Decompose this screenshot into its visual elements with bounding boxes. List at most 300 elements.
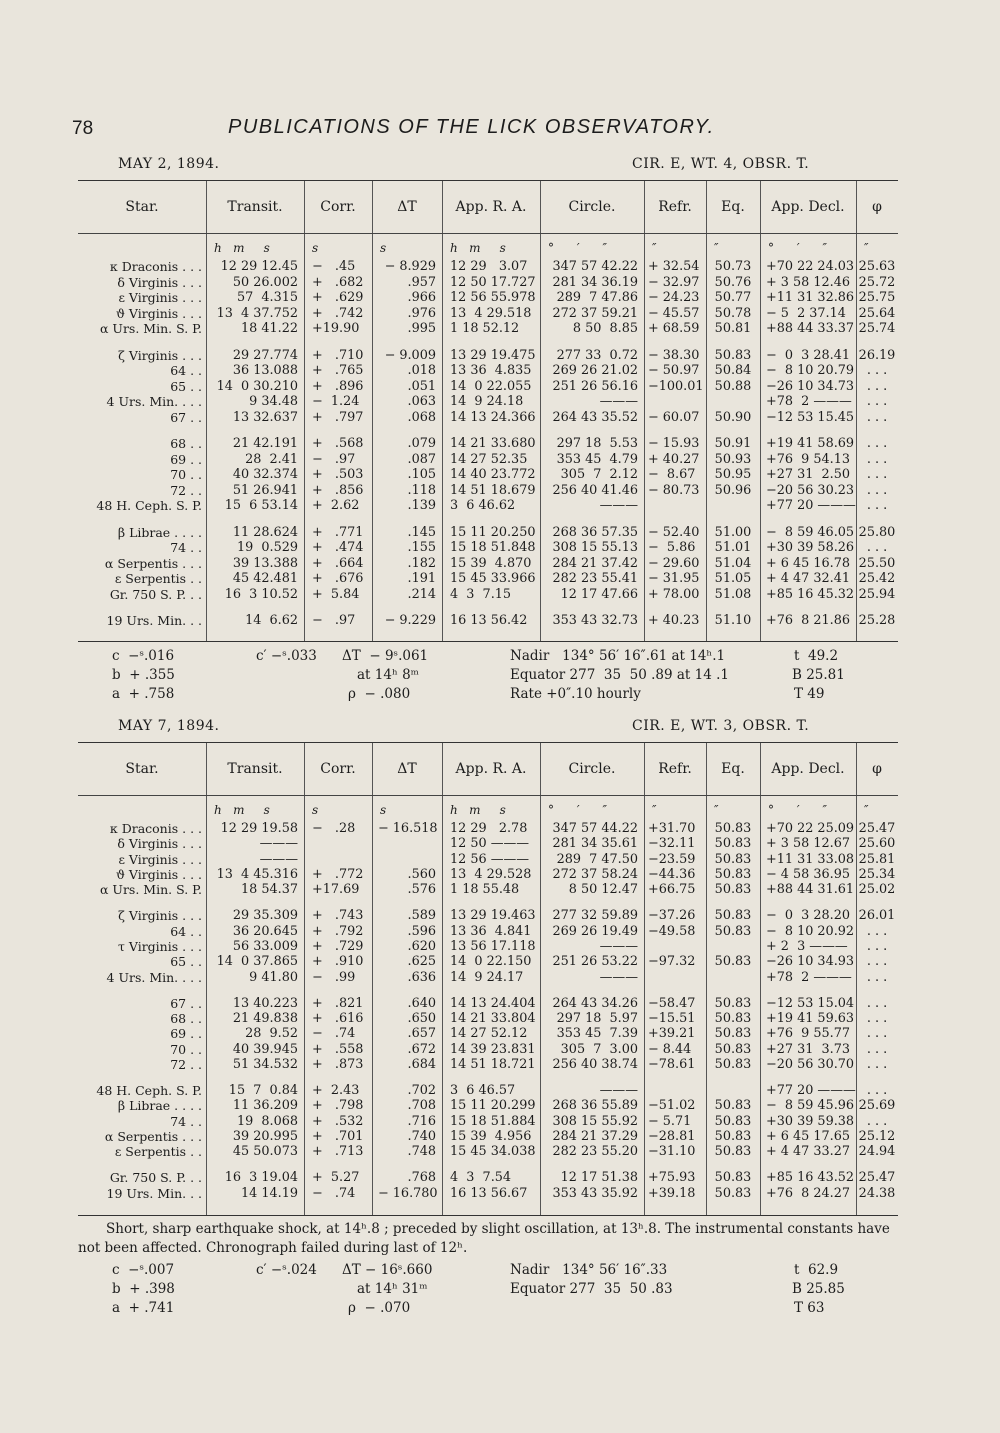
- cell-ra: 15 11 20.299: [450, 1098, 536, 1114]
- column-header-decl: App. Decl.: [771, 199, 845, 215]
- column-header-phi: φ: [872, 199, 882, 215]
- cell-refr: +31.70: [648, 821, 696, 836]
- section1-date: MAY 2, 1894.: [118, 156, 220, 172]
- cell-phi: . . .: [866, 954, 888, 970]
- constant-nadir: Nadir 134° 56′ 16″.61 at 14ʰ.1: [510, 648, 726, 664]
- cell-circle: 268 36 55.89: [552, 1098, 638, 1114]
- cell-corr: + .772: [312, 866, 364, 882]
- cell-eq: 50.76: [714, 274, 752, 290]
- constant-a: a + .741: [112, 1300, 175, 1316]
- cell-circle: 353 45 4.79: [556, 451, 638, 467]
- cell-dt: .636: [407, 969, 436, 985]
- cell-eq: 50.83: [714, 908, 752, 924]
- cell-ra: 14 13 24.366: [450, 409, 536, 425]
- column-header-circle: Circle.: [568, 761, 616, 777]
- cell-decl: −12 53 15.45: [766, 409, 855, 425]
- cell-transit: 51 34.532: [232, 1056, 298, 1072]
- cell-circle: 269 26 19.49: [552, 923, 638, 939]
- cell-refr: − 8.67: [648, 467, 696, 483]
- cell-decl: +76 9 54.13: [766, 451, 850, 467]
- cell-star: 19 Urs. Min. . .: [106, 1185, 202, 1201]
- cell-star: κ Draconis . . .: [109, 821, 202, 836]
- cell-dt: .145: [407, 524, 436, 540]
- cell-circle: 277 33 0.72: [556, 347, 638, 363]
- cell-circle: 251 26 53.22: [552, 954, 638, 970]
- cell-corr: − .28: [312, 821, 356, 836]
- cell-phi: 25.81: [858, 851, 896, 867]
- cell-refr: −58.47: [648, 995, 696, 1011]
- cell-dt: .708: [407, 1098, 436, 1114]
- constant-rho: ρ − .070: [348, 1300, 411, 1316]
- cell-eq: 50.83: [714, 851, 752, 867]
- cell-eq: 50.83: [714, 836, 752, 852]
- cell-decl: +70 22 25.09: [766, 821, 855, 836]
- cell-circle: 12 17 51.38: [560, 1170, 638, 1186]
- cell-phi: 26.01: [858, 908, 896, 924]
- cell-ra: 12 50 17.727: [450, 274, 536, 290]
- cell-phi: 25.60: [858, 836, 896, 852]
- cell-star: 68 . .: [170, 1010, 202, 1026]
- column-rule: [540, 181, 541, 641]
- cell-decl: +78 2 ———: [766, 394, 852, 410]
- unit-label-dt: s: [380, 241, 387, 255]
- cell-circle: ———: [599, 394, 638, 410]
- cell-eq: 50.83: [714, 1128, 752, 1144]
- cell-transit: 13 4 37.752: [216, 305, 298, 321]
- cell-star: 68 . .: [170, 436, 202, 451]
- constant-cprime: c′ −ˢ.024: [256, 1262, 317, 1278]
- cell-dt: .214: [407, 586, 436, 602]
- constant-cprime: c′ −ˢ.033: [256, 648, 317, 664]
- cell-refr: +39.21: [648, 1026, 696, 1042]
- unit-label-ra: h m s: [450, 241, 506, 255]
- cell-decl: +76 8 24.27: [766, 1185, 850, 1201]
- cell-corr: − .74: [312, 1185, 356, 1201]
- cell-corr: + 2.43: [312, 1082, 360, 1098]
- cell-transit: 9 41.80: [249, 969, 298, 985]
- cell-transit: 14 0 37.865: [216, 954, 298, 970]
- cell-eq: 50.81: [714, 321, 752, 337]
- cell-refr: −51.02: [648, 1098, 696, 1114]
- cell-eq: 51.10: [714, 613, 752, 628]
- constant-dt1: ΔT − 16ˢ.660: [342, 1262, 433, 1278]
- cell-eq: 50.83: [714, 1113, 752, 1129]
- cell-decl: − 0 3 28.41: [766, 347, 850, 363]
- table-header: [78, 743, 898, 796]
- constant-a: a + .758: [112, 686, 175, 702]
- column-rule: [304, 743, 305, 1215]
- constant-b: b + .355: [112, 667, 175, 683]
- cell-star: τ Virginis . . .: [118, 938, 202, 954]
- cell-transit: 18 41.22: [241, 321, 298, 337]
- column-rule: [540, 743, 541, 1215]
- cell-decl: +19 41 59.63: [766, 1010, 855, 1026]
- cell-dt: .596: [407, 923, 436, 939]
- cell-corr: + .629: [312, 290, 364, 306]
- cell-refr: −97.32: [648, 954, 696, 970]
- cell-corr: +19.90: [312, 321, 360, 337]
- cell-phi: 25.34: [858, 866, 896, 882]
- cell-corr: + 5.27: [312, 1170, 360, 1186]
- constant-rate: Rate +0″.10 hourly: [510, 686, 641, 702]
- cell-phi: . . .: [866, 938, 888, 954]
- cell-dt: .576: [407, 882, 436, 898]
- cell-transit: 36 13.088: [232, 363, 298, 379]
- cell-circle: 284 21 37.42: [552, 555, 638, 571]
- cell-dt: .139: [407, 498, 436, 514]
- cell-corr: + .558: [312, 1041, 364, 1057]
- cell-corr: − .74: [312, 1026, 356, 1042]
- cell-dt: .191: [407, 571, 436, 587]
- cell-circle: ———: [599, 969, 638, 985]
- constant-nadir: Nadir 134° 56′ 16″.33: [510, 1262, 668, 1278]
- cell-corr: +17.69: [312, 882, 360, 898]
- cell-transit: 13 32.637: [232, 409, 298, 425]
- cell-dt: .560: [407, 866, 436, 882]
- cell-ra: 14 51 18.679: [450, 482, 536, 498]
- cell-ra: 13 4 29.528: [450, 866, 532, 882]
- cell-transit: 12 29 19.58: [220, 821, 298, 836]
- cell-transit: 19 8.068: [236, 1113, 298, 1129]
- cell-circle: 269 26 21.02: [552, 363, 638, 379]
- column-header-corr: Corr.: [320, 199, 356, 215]
- cell-star: 74 . .: [170, 540, 202, 556]
- cell-eq: 50.83: [714, 821, 752, 836]
- cell-phi: . . .: [866, 482, 888, 498]
- unit-label-eq: ″: [714, 803, 719, 817]
- cell-ra: 14 9 24.17: [450, 969, 524, 985]
- page-number: 78: [72, 118, 94, 139]
- cell-circle: 353 45 7.39: [556, 1026, 638, 1042]
- cell-decl: −20 56 30.70: [766, 1056, 855, 1072]
- cell-star: 74 . .: [170, 1113, 202, 1129]
- cell-ra: 3 6 46.62: [450, 498, 516, 514]
- cell-phi: . . .: [866, 378, 888, 394]
- cell-dt: .068: [407, 409, 436, 425]
- unit-label-refr: ″: [652, 241, 657, 255]
- cell-ra: 13 29 19.475: [450, 347, 536, 363]
- cell-ra: 14 9 24.18: [450, 394, 524, 410]
- cell-circle: 256 40 38.74: [552, 1056, 638, 1072]
- constant-rho: ρ − .080: [348, 686, 411, 702]
- cell-corr: + .676: [312, 571, 364, 587]
- cell-circle: 308 15 55.92: [552, 1113, 638, 1129]
- section2-date: MAY 7, 1894.: [118, 718, 220, 734]
- unit-label-dt: s: [380, 803, 387, 817]
- cell-corr: + .873: [312, 1056, 364, 1072]
- cell-refr: − 24.23: [648, 290, 700, 306]
- cell-ra: 13 36 4.835: [450, 363, 532, 379]
- column-rule: [206, 743, 207, 1215]
- cell-dt: .051: [407, 378, 436, 394]
- cell-phi: 25.74: [858, 321, 896, 337]
- cell-phi: . . .: [866, 394, 888, 410]
- cell-corr: + .856: [312, 482, 364, 498]
- cell-eq: 50.77: [714, 290, 752, 306]
- cell-refr: −37.26: [648, 908, 696, 924]
- cell-star: 70 . .: [170, 1041, 202, 1057]
- unit-label-phi: ″: [864, 803, 869, 817]
- cell-dt: .087: [407, 451, 436, 467]
- cell-circle: 353 43 32.73: [552, 613, 638, 628]
- cell-eq: 50.96: [714, 482, 752, 498]
- cell-ra: 1 18 55.48: [450, 882, 520, 898]
- cell-corr: + .797: [312, 409, 364, 425]
- column-header-decl: App. Decl.: [771, 761, 845, 777]
- cell-eq: 50.84: [714, 363, 752, 379]
- cell-phi: . . .: [866, 540, 888, 556]
- cell-eq: 50.83: [714, 347, 752, 363]
- cell-star: Gr. 750 S. P. . .: [109, 586, 202, 602]
- cell-dt: .640: [407, 995, 436, 1011]
- cell-corr: + .821: [312, 995, 364, 1011]
- cell-phi: . . .: [866, 969, 888, 985]
- cell-refr: − 38.30: [648, 347, 700, 363]
- cell-eq: 50.83: [714, 866, 752, 882]
- cell-ra: 14 39 23.831: [450, 1041, 536, 1057]
- cell-star: 64 . .: [170, 923, 202, 939]
- cell-decl: − 8 10 20.79: [766, 363, 855, 379]
- constant-t: t 62.9: [794, 1262, 839, 1278]
- cell-refr: −44.36: [648, 866, 696, 882]
- cell-star: 70 . .: [170, 467, 202, 483]
- cell-eq: 50.73: [714, 259, 752, 274]
- constant-T: T 63: [794, 1300, 825, 1316]
- cell-refr: −32.11: [648, 836, 696, 852]
- cell-decl: +85 16 43.52: [766, 1170, 855, 1186]
- cell-star: 69 . .: [170, 451, 202, 467]
- cell-corr: + .532: [312, 1113, 364, 1129]
- cell-transit: 14 0 30.210: [216, 378, 298, 394]
- cell-transit: 13 4 45.316: [216, 866, 298, 882]
- cell-transit: 39 13.388: [232, 555, 298, 571]
- cell-refr: + 78.00: [648, 586, 700, 602]
- cell-phi: . . .: [866, 409, 888, 425]
- cell-dt: .684: [407, 1056, 436, 1072]
- column-header-transit: Transit.: [227, 199, 283, 215]
- constant-c: c −ˢ.007: [112, 1262, 175, 1278]
- cell-star: 65 . .: [170, 378, 202, 394]
- cell-dt: .716: [407, 1113, 436, 1129]
- cell-circle: 347 57 42.22: [552, 259, 638, 274]
- column-header-refr: Refr.: [658, 761, 692, 777]
- cell-corr: + .682: [312, 274, 364, 290]
- cell-star: 4 Urs. Min. . . .: [106, 394, 202, 410]
- cell-decl: + 4 47 32.41: [766, 571, 850, 587]
- cell-corr: + .701: [312, 1128, 364, 1144]
- cell-circle: 268 36 57.35: [552, 524, 638, 540]
- cell-transit: 12 29 12.45: [220, 259, 298, 274]
- cell-circle: 256 40 41.46: [552, 482, 638, 498]
- cell-transit: 40 39.945: [232, 1041, 298, 1057]
- cell-star: κ Draconis . . .: [109, 259, 202, 274]
- cell-star: 48 H. Ceph. S. P.: [96, 498, 202, 514]
- cell-ra: 14 13 24.404: [450, 995, 536, 1011]
- unit-label-transit: h m s: [214, 241, 270, 255]
- cell-corr: + 5.84: [312, 586, 360, 602]
- unit-label-refr: ″: [652, 803, 657, 817]
- cell-corr: + .798: [312, 1098, 364, 1114]
- cell-eq: 50.88: [714, 378, 752, 394]
- cell-corr: + .742: [312, 305, 364, 321]
- cell-phi: 26.19: [858, 347, 896, 363]
- cell-phi: 25.42: [858, 571, 896, 587]
- cell-phi: 24.94: [858, 1144, 896, 1160]
- cell-phi: . . .: [866, 995, 888, 1011]
- cell-decl: +76 8 21.86: [766, 613, 850, 628]
- cell-refr: − 29.60: [648, 555, 700, 571]
- cell-transit: 14 6.62: [245, 613, 298, 628]
- cell-ra: 14 27 52.12: [450, 1026, 528, 1042]
- cell-eq: 51.04: [714, 555, 752, 571]
- cell-transit: 15 6 53.14: [224, 498, 298, 514]
- cell-eq: 50.95: [714, 467, 752, 483]
- cell-ra: 15 39 4.956: [450, 1128, 532, 1144]
- cell-corr: − .97: [312, 613, 356, 628]
- cell-transit: 39 20.995: [232, 1128, 298, 1144]
- cell-ra: 12 29 2.78: [450, 821, 528, 836]
- cell-transit: 15 7 0.84: [228, 1082, 298, 1098]
- cell-star: ε Virginis . . .: [118, 290, 202, 306]
- cell-phi: 25.72: [858, 274, 896, 290]
- cell-dt: .018: [407, 363, 436, 379]
- constant-equator: Equator 277 35 50 .83: [510, 1281, 673, 1297]
- cell-decl: − 0 3 28.20: [766, 908, 850, 924]
- cell-star: ε Serpentis . .: [114, 1144, 202, 1160]
- cell-transit: 11 36.209: [232, 1098, 298, 1114]
- cell-corr: + .503: [312, 467, 364, 483]
- cell-refr: − 60.07: [648, 409, 700, 425]
- column-header-dt: ΔT: [397, 761, 417, 777]
- cell-ra: 15 18 51.848: [450, 540, 536, 556]
- section2-config: CIR. E, WT. 3, OBSR. T.: [632, 718, 810, 734]
- observation-table-may-2: [78, 180, 898, 642]
- cell-phi: . . .: [866, 1113, 888, 1129]
- cell-dt: .079: [407, 436, 436, 451]
- cell-dt: .748: [407, 1144, 436, 1160]
- cell-eq: 50.83: [714, 1026, 752, 1042]
- cell-ra: 1 18 52.12: [450, 321, 520, 337]
- cell-circle: 251 26 56.16: [552, 378, 638, 394]
- column-header-refr: Refr.: [658, 199, 692, 215]
- cell-ra: 14 40 23.772: [450, 467, 536, 483]
- column-rule: [760, 743, 761, 1215]
- cell-decl: + 2 3 ———: [766, 938, 848, 954]
- cell-phi: . . .: [866, 1010, 888, 1026]
- cell-phi: 25.47: [858, 821, 896, 836]
- cell-dt: .657: [407, 1026, 436, 1042]
- cell-eq: 50.83: [714, 1010, 752, 1026]
- cell-transit: 45 42.481: [232, 571, 298, 587]
- cell-corr: + .474: [312, 540, 364, 556]
- cell-star: ϑ Virginis . . .: [116, 866, 202, 882]
- cell-circle: 282 23 55.20: [552, 1144, 638, 1160]
- cell-ra: 12 56 ———: [450, 851, 530, 867]
- cell-ra: 3 6 46.57: [450, 1082, 516, 1098]
- cell-corr: + .664: [312, 555, 364, 571]
- cell-ra: 13 4 29.518: [450, 305, 532, 321]
- cell-corr: + 2.62: [312, 498, 360, 514]
- cell-star: 67 . .: [170, 995, 202, 1011]
- cell-refr: −49.58: [648, 923, 696, 939]
- cell-dt: .625: [407, 954, 436, 970]
- cell-ra: 13 36 4.841: [450, 923, 532, 939]
- column-rule: [644, 743, 645, 1215]
- cell-eq: 50.90: [714, 409, 752, 425]
- cell-refr: − 45.57: [648, 305, 700, 321]
- cell-transit: 28 9.52: [245, 1026, 298, 1042]
- cell-star: 67 . .: [170, 409, 202, 425]
- unit-label-corr: s: [312, 241, 319, 255]
- cell-decl: − 8 59 45.96: [766, 1098, 855, 1114]
- cell-dt: .155: [407, 540, 436, 556]
- cell-decl: +85 16 45.32: [766, 586, 855, 602]
- cell-corr: + .713: [312, 1144, 364, 1160]
- cell-transit: 11 28.624: [232, 524, 298, 540]
- cell-star: 72 . .: [170, 482, 202, 498]
- cell-phi: 25.64: [858, 305, 896, 321]
- cell-star: 19 Urs. Min. . .: [106, 613, 202, 628]
- unit-label-circle: ° ′ ″: [548, 241, 607, 255]
- cell-decl: +77 20 ———: [766, 498, 856, 514]
- cell-transit: 57 4.315: [236, 290, 298, 306]
- cell-corr: − 1.24: [312, 394, 360, 410]
- cell-ra: 13 29 19.463: [450, 908, 536, 924]
- cell-corr: + .743: [312, 908, 364, 924]
- cell-decl: −20 56 30.23: [766, 482, 855, 498]
- cell-star: α Urs. Min. S. P.: [100, 321, 202, 337]
- cell-decl: −12 53 15.04: [766, 995, 855, 1011]
- cell-ra: 14 0 22.150: [450, 954, 532, 970]
- constant-T: T 49: [794, 686, 825, 702]
- cell-decl: −26 10 34.73: [766, 378, 855, 394]
- cell-transit: 29 35.309: [232, 908, 298, 924]
- cell-star: 4 Urs. Min. . . .: [106, 969, 202, 985]
- cell-transit: ———: [259, 836, 298, 852]
- cell-circle: 281 34 35.61: [552, 836, 638, 852]
- cell-phi: . . .: [866, 923, 888, 939]
- cell-corr: − .45: [312, 259, 356, 274]
- cell-dt: .182: [407, 555, 436, 571]
- cell-dt: .118: [407, 482, 436, 498]
- cell-dt: .063: [407, 394, 436, 410]
- cell-eq: 50.83: [714, 1185, 752, 1201]
- cell-ra: 13 56 17.118: [450, 938, 536, 954]
- constant-c: c −ˢ.016: [112, 648, 175, 664]
- page-title: PUBLICATIONS OF THE LICK OBSERVATORY.: [228, 116, 715, 138]
- cell-ra: 16 13 56.67: [450, 1185, 528, 1201]
- cell-phi: . . .: [866, 436, 888, 451]
- cell-decl: +19 41 58.69: [766, 436, 855, 451]
- unit-label-circle: ° ′ ″: [548, 803, 607, 817]
- cell-ra: 15 45 34.038: [450, 1144, 536, 1160]
- cell-eq: 50.83: [714, 1170, 752, 1186]
- cell-circle: 264 43 34.26: [552, 995, 638, 1011]
- cell-decl: − 8 59 46.05: [766, 524, 855, 540]
- cell-eq: 50.91: [714, 436, 752, 451]
- cell-eq: 50.83: [714, 995, 752, 1011]
- cell-phi: . . .: [866, 1082, 888, 1098]
- cell-transit: 16 3 19.04: [224, 1170, 298, 1186]
- cell-decl: + 3 58 12.46: [766, 274, 850, 290]
- cell-transit: ———: [259, 851, 298, 867]
- cell-ra: 14 27 52.35: [450, 451, 528, 467]
- cell-star: 65 . .: [170, 954, 202, 970]
- cell-corr: − .97: [312, 451, 356, 467]
- cell-transit: 45 50.073: [232, 1144, 298, 1160]
- unit-label-eq: ″: [714, 241, 719, 255]
- cell-transit: 50 26.002: [232, 274, 298, 290]
